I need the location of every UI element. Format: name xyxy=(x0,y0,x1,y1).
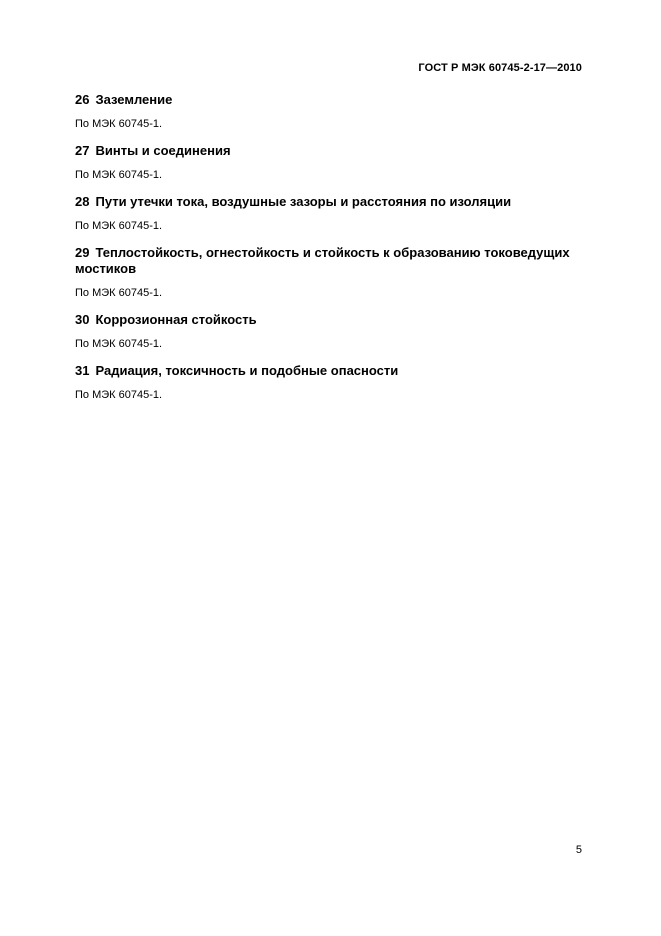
section-number: 27 xyxy=(75,143,90,158)
section-30 xyxy=(75,312,585,351)
section-29 xyxy=(75,245,585,300)
section-26 xyxy=(75,92,585,131)
page-number: 5 xyxy=(575,844,582,856)
section-28 xyxy=(75,194,585,233)
section-title: Радиация, токсичность и подобные опасности xyxy=(95,363,399,378)
section-title: Винты и соединения xyxy=(95,143,231,158)
section-body: По МЭК 60745-1. xyxy=(75,118,163,130)
section-title: Пути утечки тока, воздушные зазоры и расстояния по изоляции xyxy=(95,194,512,209)
section-heading xyxy=(75,363,585,379)
section-number: 28 xyxy=(75,194,90,209)
section-number: 30 xyxy=(75,312,90,327)
section-title: Заземление xyxy=(95,92,173,107)
section-body: По МЭК 60745-1. xyxy=(75,287,163,299)
section-heading xyxy=(75,312,585,328)
section-body: По МЭК 60745-1. xyxy=(75,169,163,181)
section-31 xyxy=(75,363,585,402)
section-heading xyxy=(75,143,585,159)
section-heading xyxy=(75,245,585,277)
section-heading xyxy=(75,92,585,108)
section-body: По МЭК 60745-1. xyxy=(75,220,163,232)
section-number: 29 xyxy=(75,245,90,260)
section-body: По МЭК 60745-1. xyxy=(75,389,163,401)
section-heading xyxy=(75,194,585,210)
sections-list xyxy=(75,92,585,414)
section-number: 31 xyxy=(75,363,90,378)
section-body: По МЭК 60745-1. xyxy=(75,338,163,350)
section-title: Теплостойкость, огнестойкость и стойкость к образованию токоведущих мостиков xyxy=(75,245,570,276)
section-title: Коррозионная стойкость xyxy=(95,312,257,327)
section-number: 26 xyxy=(75,92,90,107)
document-code-header: ГОСТ Р МЭК 60745-2-17—2010 xyxy=(418,62,582,74)
section-27 xyxy=(75,143,585,182)
